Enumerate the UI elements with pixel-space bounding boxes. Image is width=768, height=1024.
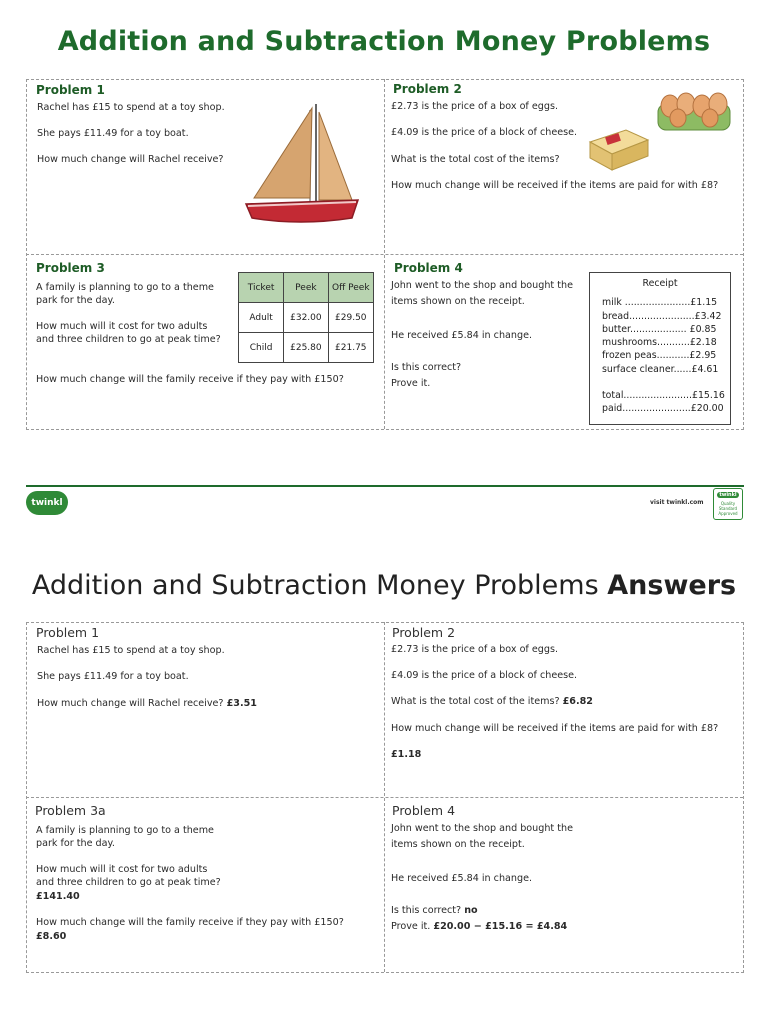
answer-4-heading: Problem 4 [392,803,456,818]
answer-1-question: How much change will Rachel receive? [37,698,224,709]
answer-2-value-4: £1.18 [391,749,422,760]
problem-3-line-1a: A family is planning to go to a theme [36,282,214,293]
problem-1-line-3: How much change will Rachel receive? [37,154,224,165]
problem-3-line-1b: park for the day. [36,295,115,306]
problem-3-line-3: How much change will the family receive if they pay with £150? [36,374,344,385]
answer-1-line-1: Rachel has £15 to spend at a toy shop. [37,645,225,656]
twinkl-logo: twinkl [26,491,68,515]
problem-2-heading: Problem 2 [393,82,462,96]
receipt [589,272,731,425]
problem-4-line-4: Prove it. [391,378,431,389]
answer-2-value-3: £6.82 [562,696,593,707]
receipt-paid: paid.......................£20.00 [602,403,724,415]
answer-3-value-3-wrap [36,930,66,943]
table-cell: Off Peek [328,273,373,303]
receipt-item: frozen peas...........£2.95 [602,350,717,362]
answer-4-question-4: Prove it. [391,921,431,932]
problem-3-line-2a: How much will it cost for two adults [36,321,208,332]
receipt-item: bread......................£3.42 [602,310,722,322]
receipt-item: milk ......................£1.15 [602,297,718,309]
receipt-total: total.......................£15.16 [602,390,725,402]
answer-2-line-2: £4.09 is the price of a block of cheese. [391,670,578,681]
badge-logo: twinkl [717,492,739,498]
answer-3-line-1a: A family is planning to go to a theme [36,825,214,836]
receipt-title: Receipt [642,278,678,289]
table-cell: £21.75 [328,333,373,363]
answer-3-line-2a: How much will it cost for two adults [36,864,208,875]
answer-1-line-3 [37,697,257,710]
answers-divider-horizontal [26,797,743,798]
answer-1-heading: Problem 1 [36,625,100,640]
problem-1-line-2: She pays £11.49 for a toy boat. [37,128,189,139]
cheese-block-illustration [586,126,650,172]
answer-3-heading: Problem 3a [35,803,106,818]
answer-4-line-1b: items shown on the receipt. [391,839,525,850]
answers-title-main: Addition and Subtraction Money Problems [31,570,599,601]
answer-4-question-3: Is this correct? [391,905,462,916]
answer-2-question-3: What is the total cost of the items? [391,696,560,707]
table-cell: £25.80 [284,333,328,363]
answer-3-line-3: How much change will the family receive if they pay with £150? [36,917,344,928]
answer-3-line-1b: park for the day. [36,838,115,849]
problem-4-line-1b: items shown on the receipt. [391,296,525,307]
table-cell: £32.00 [284,303,328,333]
footer-divider [26,485,744,487]
problem-4-line-2: He received £5.84 in change. [391,330,533,341]
answer-4-line-1a: John went to the shop and bought the [391,823,573,834]
ticket-price-table [238,272,374,363]
quality-badge [713,488,743,520]
problem-2-line-4: How much change will be received if the items are paid for with £8? [391,180,719,191]
visit-link: visit twinkl.com [650,499,704,506]
table-cell: Ticket [239,273,284,303]
problem-2-line-3: What is the total cost of the items? [391,154,560,165]
answer-2-line-4: How much change will be received if the items are paid for with £8? [391,723,719,734]
table-cell: Child [239,333,284,363]
table-row [239,303,374,333]
egg-box-illustration [656,90,732,134]
answer-4-value-4: £20.00 − £15.16 = £4.84 [433,921,568,932]
worksheet-title: Addition and Subtraction Money Problems [57,26,711,57]
answer-1-line-2: She pays £11.49 for a toy boat. [37,671,189,682]
problem-3-heading: Problem 3 [36,261,105,275]
answers-title [0,570,768,601]
problem-2-line-2: £4.09 is the price of a block of cheese. [391,127,578,138]
answer-4-line-4 [391,920,567,933]
receipt-item: mushrooms...........£2.18 [602,337,717,349]
answer-3-value-2-wrap [36,890,80,903]
answer-3-value-3: £8.60 [36,931,67,942]
problem-4-line-3: Is this correct? [391,362,462,373]
answers-title-bold: Answers [607,570,737,601]
problem-2-line-1: £2.73 is the price of a box of eggs. [391,101,558,112]
problem-1-line-1: Rachel has £15 to spend at a toy shop. [37,102,225,113]
toy-boat-illustration [240,100,364,230]
receipt-item: butter................... £0.85 [602,323,717,335]
table-cell: Peek [284,273,328,303]
answer-2-line-3 [391,695,593,708]
answer-2-line-1: £2.73 is the price of a box of eggs. [391,644,558,655]
answer-4-line-3 [391,904,478,917]
receipt-item: surface cleaner......£4.61 [602,363,719,375]
table-cell: Adult [239,303,284,333]
problem-1-heading: Problem 1 [36,83,105,97]
problem-3-line-2b: and three children to go at peak time? [36,334,221,345]
answer-1-value: £3.51 [226,698,257,709]
answer-4-value-3: no [464,905,478,916]
answer-2-heading: Problem 2 [392,625,456,640]
answer-3-value-2: £141.40 [36,891,80,902]
problem-4-line-1a: John went to the shop and bought the [391,280,573,291]
answer-4-line-2: He received £5.84 in change. [391,873,533,884]
table-row [239,333,374,363]
table-cell: £29.50 [328,303,373,333]
grid-divider-horizontal [26,254,743,255]
table-header-row [239,273,374,303]
answer-2-value-4-wrap [391,748,421,761]
problem-4-heading: Problem 4 [394,261,463,275]
badge-text: Quality Standard Approved [718,501,738,516]
answer-3-line-2b: and three children to go at peak time? [36,877,221,888]
